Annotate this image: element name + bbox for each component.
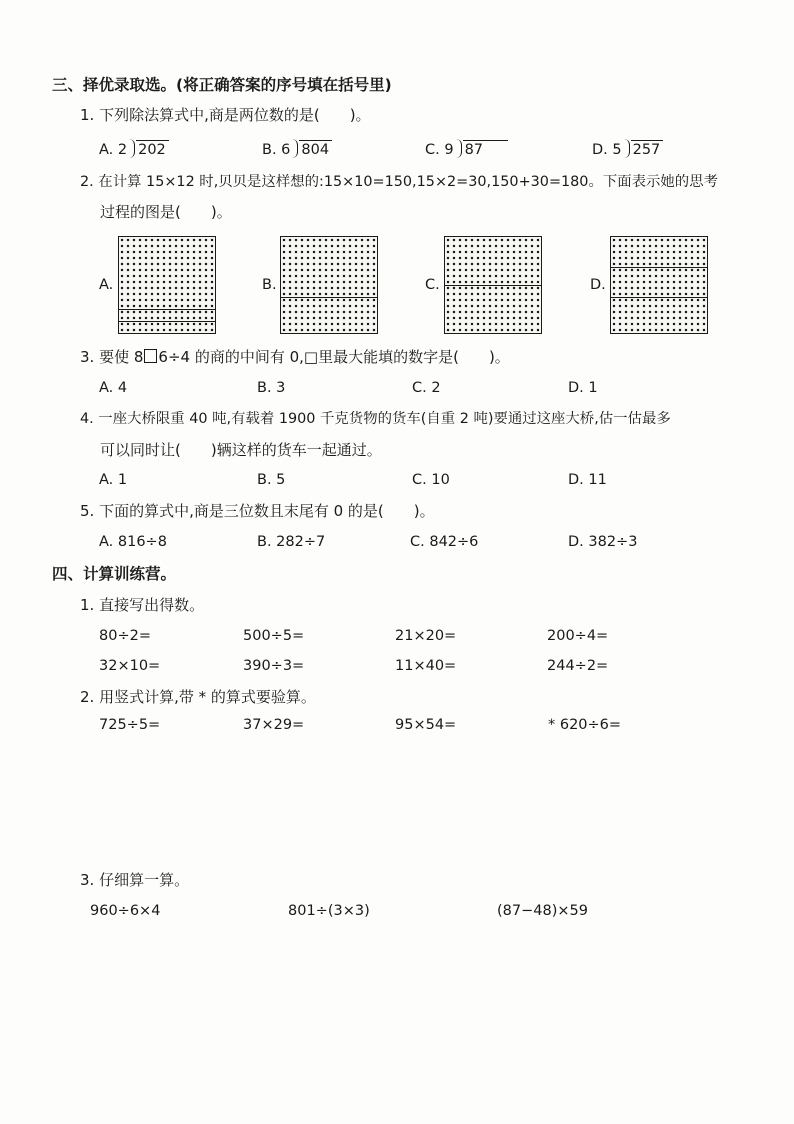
q1-option-b-dividend: 804 [299,140,332,159]
p2-item1: 725÷5= [99,717,161,733]
star-mark: * [548,717,556,733]
q1-option-d-dividend: 257 [631,140,664,159]
p1-r2-item4: 244÷2= [547,658,609,674]
q1-option-a-dividend: 202 [136,140,169,159]
q1-option-d[interactable] [592,140,663,159]
q2-option-a-dot-grid[interactable] [118,236,216,334]
p3-item2: 801÷(3×3) [288,903,370,919]
section3-title: 三、择优录取选。(将正确答案的序号填在括号里) [52,76,392,94]
q1-option-a[interactable] [99,140,169,159]
p1-r2-item3: 11×40= [395,658,457,674]
q5-option-c[interactable]: C. 842÷6 [410,534,479,550]
q2-option-c-dot-grid[interactable] [444,236,542,334]
q2-option-b-label: B. [262,277,277,293]
q3-option-b[interactable]: B. 3 [257,380,286,396]
q1-option-a-label: A. 2 [99,142,128,158]
q2-stem-line2 [100,203,232,221]
q2-option-c-label: C. [425,277,440,293]
grid-divider-line [119,309,215,310]
q4-stem-line2-text: 可以同时让( [100,441,181,459]
q4-option-d[interactable]: D. 11 [568,472,607,488]
q2-option-a-label: A. [99,277,114,293]
q1-option-c-dividend: 87 [463,140,508,159]
p1-r1-item3: 21×20= [395,628,457,644]
long-division-bracket [624,140,664,159]
q2-option-d-label: D. [590,277,606,293]
q5-stem [80,502,435,520]
p1-r1-item2: 500÷5= [243,628,305,644]
q2-stem-line2-text: 过程的图是( [100,203,181,221]
q3-stem-text-2: 6÷4 的商的中间有 0,□里最大能填的数字是( [158,348,459,366]
q3-option-c[interactable]: C. 2 [412,380,441,396]
q2-stem-end: )。 [210,203,232,221]
q3-stem-end: )。 [488,348,510,366]
q1-stem [80,106,371,124]
q4-option-b[interactable]: B. 5 [257,472,286,488]
p1-r2-item2: 390÷3= [243,658,305,674]
q2-option-b-dot-grid[interactable] [280,236,378,334]
grid-divider-line [445,285,541,286]
q4-stem-end: )辆这样的货车一起通过。 [210,441,382,459]
p2-item3: 95×54= [395,717,457,733]
p3-item1: 960÷6×4 [90,903,161,919]
blank-square-box[interactable] [144,349,157,363]
p2-title: 2. 用竖式计算,带 * 的算式要验算。 [80,688,316,706]
q1-stem-end: )。 [349,106,371,124]
long-division-bracket [129,140,169,159]
p1-r1-item4: 200÷4= [547,628,609,644]
q1-option-d-label: D. 5 [592,142,622,158]
q2-option-d-dot-grid[interactable] [610,236,708,334]
q1-option-b-label: B. 6 [262,142,291,158]
grid-divider-line [611,297,707,298]
q5-option-d[interactable]: D. 382÷3 [568,534,638,550]
long-division-bracket [456,140,508,159]
q3-option-a[interactable]: A. 4 [99,380,128,396]
q3-stem-text: 3. 要使 8 [80,348,144,366]
q4-option-a[interactable]: A. 1 [99,472,128,488]
q5-option-b[interactable]: B. 282÷7 [257,534,326,550]
p2-item4-text: 620÷6= [559,717,622,733]
p1-r2-item1: 32×10= [99,658,161,674]
long-division-bracket [292,140,332,159]
p2-item2: 37×29= [243,717,305,733]
q1-stem-text: 1. 下列除法算式中,商是两位数的是( [80,106,320,124]
grid-divider-line [281,297,377,298]
q5-option-a[interactable]: A. 816÷8 [99,534,167,550]
q4-option-c[interactable]: C. 10 [412,472,450,488]
p3-item3: (87−48)×59 [497,903,588,919]
grid-divider-line [611,267,707,268]
p1-r1-item1: 80÷2= [99,628,151,644]
p1-title: 1. 直接写出得数。 [80,596,205,614]
q5-stem-text: 5. 下面的算式中,商是三位数且末尾有 0 的是( [80,502,384,520]
q1-option-c-label: C. 9 [425,142,454,158]
q3-option-d[interactable]: D. 1 [568,380,598,396]
q4-stem-line1: 4. 一座大桥限重 40 吨,有载着 1900 千克货物的货车(自重 2 吨)要通过这座大桥,估一估最多 [80,411,671,427]
q1-option-c[interactable] [425,140,508,159]
q5-stem-end: )。 [413,502,435,520]
p2-item4 [548,716,621,734]
q4-stem-line2 [100,441,382,459]
section4-title: 四、计算训练营。 [52,565,177,583]
q3-stem [80,348,510,366]
q2-stem-line1: 2. 在计算 15×12 时,贝贝是这样想的:15×10=150,15×2=30,150+30=180。下面表示她的思考 [80,174,718,190]
grid-divider-line [119,321,215,322]
q1-option-b[interactable] [262,140,332,159]
p3-title: 3. 仔细算一算。 [80,871,190,889]
